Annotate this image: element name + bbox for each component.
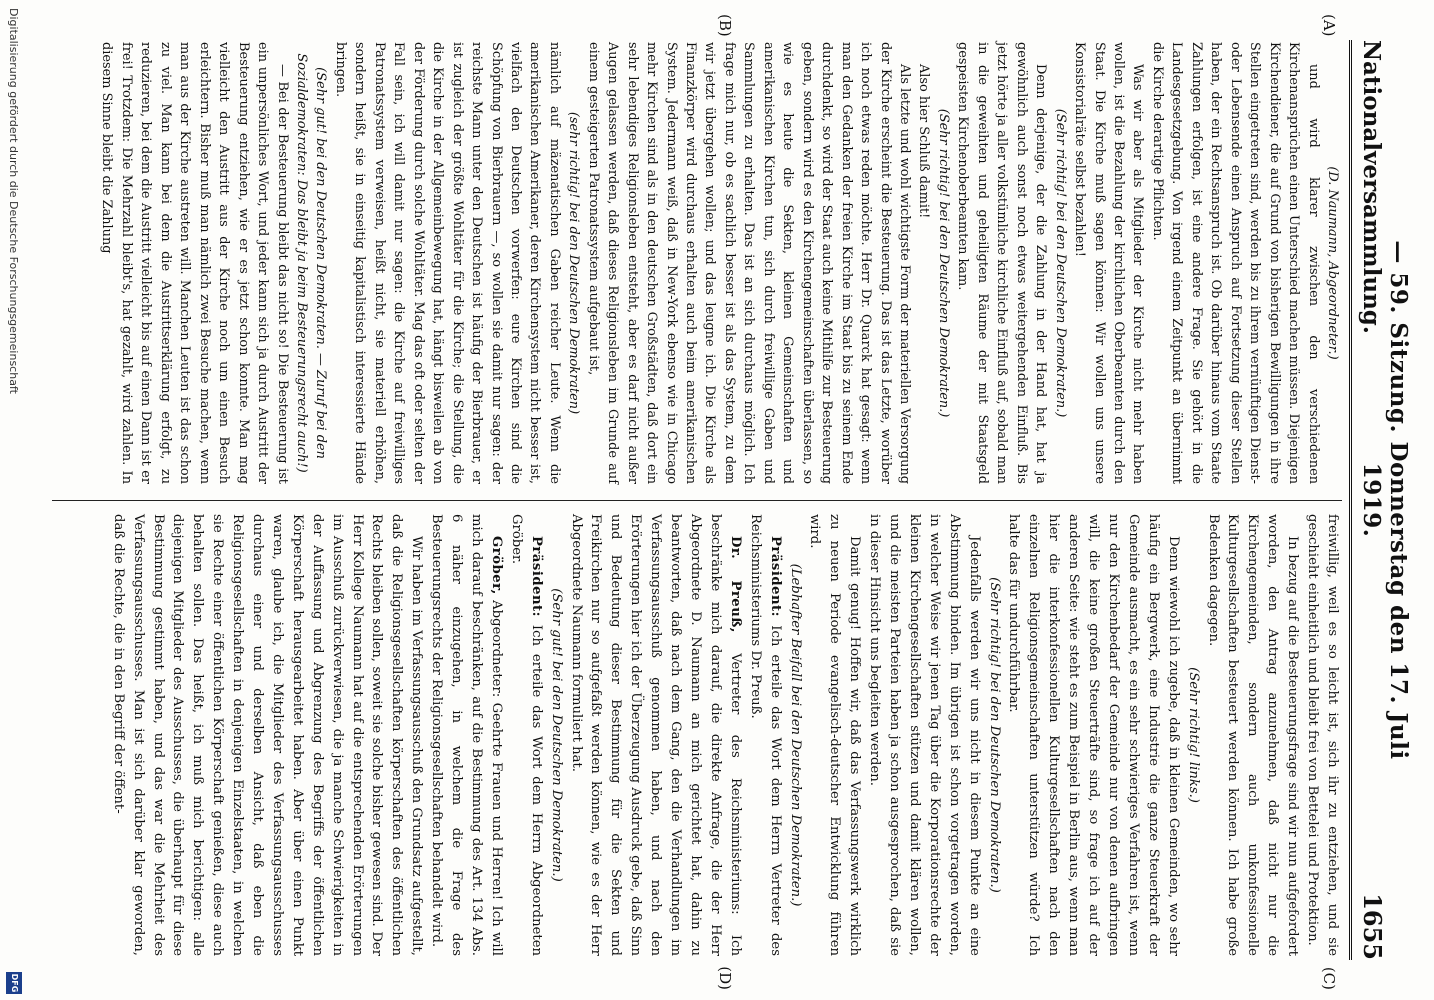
speech-text: Ich erteile das Wort dem Herrn Abgeordneten Gröber. xyxy=(508,514,544,956)
paragraph: Wir haben im Verfassungsausschuß den Grundsatz aufgestellt, daß die Religionsgesellschaften körperschaften des öffentlichen Rechts bleiben sollen, soweit sie solche bisher gewesen sind. Der Herr Kollege Naumann hat auf die entsprechenden Erörterungen im Ausschuß zurückverwiesen, die ja manche Schwierigkeiten in der Auffassung und Abgrenzung des Begriffs der öffentlichen Körperschaft herausgearbeitet haben. Aber über einen Punkt waren, glaube ich, die Mitglieder des Verfassungsausschusses durchaus einer und derselben Ansicht, daß eben die Religionsgesellschaften in denjenigen Einzelstaaten, in welchen sie Rechte einer öffentlichen Körperschaft genießen, diese auch behalten sollen. Das heißt, ich muß mich berichtigen: alle diejenigen Mitglieder des Ausschusses, die überhaupt für diese Bestimmung gestimmt haben, und das war die Mehrheit des Verfassungsausschusses. Man ist sich darüber klar geworden, daß die Rechte, die in den Begriff der öffent- xyxy=(110,514,425,956)
interjection: (Sehr gut! bei den Deutschen Demokraten. — Zuruf bei den Sozialdemokraten: Das bleibt ja beim Besteuerungsrecht auch!) xyxy=(293,53,329,473)
speaker-name: Präsident: xyxy=(528,536,544,618)
interjection: (Sehr gut! bei den Deutschen Demokraten.) xyxy=(548,588,564,882)
speech-paragraph xyxy=(506,514,546,956)
speaker-name: Gröber, xyxy=(488,536,504,595)
paragraph: — Bei der Besteuerung bleibt das nicht so! Die Besteuerung ist ein unpersönliches Wort, und jeder kann sich ja durch Austritt der Besteuerung entziehen, wie er es jetzt schon konnte. Man mag vielleicht den Austritt aus der Kirche noch um einen Besuch erleichtern. Bisher muß man nämlich zwei Besuche machen, wenn man aus der Kirche austreten will. Manchen Leuten ist das schon zu viel. Man kann bei dem die Austrittserklärung erfolgt, zu reduzieren, bei dem die Austritt vielleicht bis auf einen Dann ist er frei! Trotzdem: Die Mehrzahl bleibt's, hat gezahlt, wird zahlen. In diesem Sinne bleibt die Zahlung xyxy=(99,42,290,484)
interjection: (Sehr richtig! bei den Deutschen Demokraten.) xyxy=(1052,108,1068,418)
speech-text: Abgeordneter: Geehrte Frauen und Herren! Ich will mich darauf beschränken, auf die Bestimmung des Art. 134 Abs. 6 näher einzugehen, in welchem die Frage des Besteuerungsrechts der Religionsgesellschaften behandelt wird. xyxy=(429,514,504,956)
interjection: (Sehr richtig! bei den Deutschen Demokraten.) xyxy=(986,577,1002,893)
interjection: (Lebhafter Beifall bei den Deutschen Demokraten.) xyxy=(787,563,803,907)
paragraph: freiwillig, weil es so leicht ist, sich ihr zu entziehen, und sie geschieht einheitlich und bleibt frei von Bettelei und Protektion. xyxy=(1305,514,1340,956)
paragraph: Was wir aber als Mitglieder der Kirche nicht mehr haben wollen, ist die Bezahlung der kirchlichen Oberbeamten durch den Staat. Die Kirche muß sagen können: Wir wollen uns unsere Konsistorialräte selbst bezahlen! xyxy=(1072,42,1146,484)
paragraph: Denn wiewohl ich zugebe, daß in kleinen Gemeinden, wo sehr häufig ein Bergwerk, eine Industrie die ganze Steuerkraft der Gemeinde ausmacht, es ein sehr schwieriges Verfahren ist, wenn nur den Kirchenbedarf der Gemeinde nur von denen aufbringen will, die keine großen Steuerträfte sind, so frage ich auf der anderen Seite: wie steht es zum Beispiel in Berlin aus, wenn man hier die interkonfessionellen Kulturgesellschaften nach den einzelnen Religionsgemeinschaften unterstützen würde? Ich halte das für undurchführbar. xyxy=(1006,514,1181,956)
interjection: (sehr richtig! bei den Deutschen Demokraten) xyxy=(566,111,582,415)
margin-mark-b: (B) xyxy=(716,14,734,37)
paragraph: und wird klarer zwischen den verschiedenen Kirchenansprüchen einen Unterschied machen müssen. Diejenigen Kirchendiener, die auf Grund von bisherigen Bewilligungen in ihre Stellen eingetreten sind, werden bis zu ihrem vernünftigen Dienst- oder Lebensende einen Anspruch auf Fortsetzung dieser Stellen haben, der ein Rechtsanspruch ist. Ob darüber hinaus vom Staate Zahlungen erfolgen, ist eine andere Frage. Sie gehört in die Landesgesetzgebung. Von irgend einem Zeitpunkt an übernimmt die Kirche derartige Pflichten. xyxy=(1149,42,1321,484)
speech-text: Vertreter des Reichsministeriums: Ich beschränke mich darauf, die direkte Anfrage, die der Herr Abgeordnete D. Naumann an mich gerichtet hat, dahin zu beantworten, daß nach dem Gang, den die Verhandlungen im Verfassungsausschuß genommen haben, und nach den Erörterungen hier ich der Überzeugung Ausdruck gebe, daß Sinn und Bedeutung dieser Bestimmung für die Sekten und Freikirchen nur so aufgefaßt werden können, wie es der Herr Abgeordnete Naumann formuliert hat. xyxy=(568,514,743,956)
speech-paragraph xyxy=(566,514,745,956)
speaker-name: Dr. Preuß, xyxy=(727,536,743,633)
paragraph: Als letzte und wohl wichtigste Form der materiellen Versorgung der Kirche erscheint die Besteuerung. Das ist das Letzte, worüber ich noch etwas reden möchte. Herr Dr. Quarck hat gesagt: wenn man den Gedanken der freien Kirche im Staat bis zu seinem Ende durchdenkt, so wird der Staat auch keine Mithilfe zur Besteuerung geben, sondern wird es den Kirchengemeinschaften überlassen, so wie es heute die Sekten, kleinen Gemeinschaften und amerikanischen Kirchen tun, sich durch freiwillige Gaben und Sammlungen zu erhalten. Das ist an sich durchaus möglich. Ich frage mich nur, ob es sachlich besser ist als das System, zu dem wir jetzt übergehen wollen; und das leugne ich. Die Kirche als Finanzkörper wird durchaus erhalten auch beim amerikanischen System. Jedermann weiß, daß in New-York ebenso wie in Chicago mehr Kirchen sind als in den deutschen Großstädten, daß dort ein sehr lebendiges Religionsleben entsteht, aber es darf nicht außer Augen gelassen werden, daß dieses Religionsleben im Grunde auf einem gesteigerten Patronatssystem aufgebaut ist, xyxy=(585,42,913,484)
speech-paragraph xyxy=(426,514,506,956)
margin-mark-d: (D) xyxy=(716,966,734,990)
speaker-name: Präsident: xyxy=(767,536,783,618)
speaker-running-head: (D. Naumann, Abgeordneter.) xyxy=(1325,166,1340,360)
interjection: (Sehr richtig! links.) xyxy=(1185,667,1201,803)
paragraph: Damit genug! Hoffen wir, daß das Verfassungswerk wirklich zu neuen Periode evangelisch-deutscher Entwicklung führen wird. xyxy=(807,514,863,956)
header-session: — 59. Sitzung. Donnerstag den 17. Juli 1919. xyxy=(1358,240,1412,760)
page-number: 1655 xyxy=(1358,893,1387,960)
page-header xyxy=(1349,40,1412,960)
interjection: (Sehr richtig! bei den Deutschen Demokraten.) xyxy=(935,108,951,418)
paragraph: Denn derjenige, der die Zahlung in der Hand hat, hat ja gewöhnlich auch sonst noch etwas weitergehenden Einfluß. Bis jetzt hörte ja aller volkstümliche kirchliche Einfluß auf, sobald man in die geweihten und geheiligten Räume der mit Staatsgeld gespeisten Kirchenoberbeamten kam. xyxy=(955,42,1049,484)
margin-mark-c: (C) xyxy=(1320,966,1338,990)
dfg-logo: DFG xyxy=(6,972,22,994)
margin-mark-a: (A) xyxy=(1320,14,1338,37)
header-title: Nationalversammlung. xyxy=(1358,40,1385,334)
paragraph: In bezug auf die Besteuerungsfrage sind wir nun aufgefordert worden, den Antrag anzunehmen, daß nicht nur die Kirchengemeinden, sondern auch unkonfessionelle Kulturgesellschaften besteuert werden können. Ich habe große Bedenken dagegen. xyxy=(1205,514,1301,956)
paragraph: Jedenfalls werden wir uns nicht in diesem Punkte an eine Abstimmung binden. Im übrigen ist schon vorgetragen worden, in welcher Weise wir jenen Tag über die Korporationsrechte der kleinen Kirchengesellschaften stützen und damit klären wollen, und die meisten Parteien haben ja schon ausgesprochen, daß sie in dieser Hinsicht uns begleiten werden. xyxy=(867,514,982,956)
paragraph: nämlich auf mäzenatischen Gaben reicher Leute. Wenn die amerikanischen Amerikaner, deren Kirchensystem nicht besser ist, vielfach den Deutschen vorwerfen: eure Kirchen sind die Schöpfung von Bierbrauern —, so wollen sie damit nur sagen: der reichste Mann unter den Deutschen ist häufig der Bierbrauer, er ist zugleich der größte Wohltäter für die Kirche; die Stellung, die die Kirche in der Allgemeinbewegung hat, hängt bisweilen ab von der Förderung durch solche Wohltäter. Mag das oft oder selten der Fall sein, ich will damit nur sagen: die Kirche auf freiwilliges Patronatssystem verweisen, heißt nicht, sie materiell erhöhen, sondern heißt, sie in einseitig kapitalistisch interessierte Hände bringen. xyxy=(332,42,562,484)
digitization-footer xyxy=(0,0,26,1000)
column-divider xyxy=(52,500,1342,501)
left-text-column xyxy=(97,42,1342,484)
funding-note: Digitalisierung gefördert durch die Deutsche Forschungsgemeinschaft xyxy=(7,8,20,394)
right-text-column xyxy=(108,514,1342,956)
speech-paragraph xyxy=(745,514,785,956)
speech-text: Ich erteile das Wort dem Herrn Vertreter des Reichsministeriums Dr. Preuß. xyxy=(747,514,783,956)
paragraph: Also hier Schluß damit! xyxy=(916,64,932,219)
